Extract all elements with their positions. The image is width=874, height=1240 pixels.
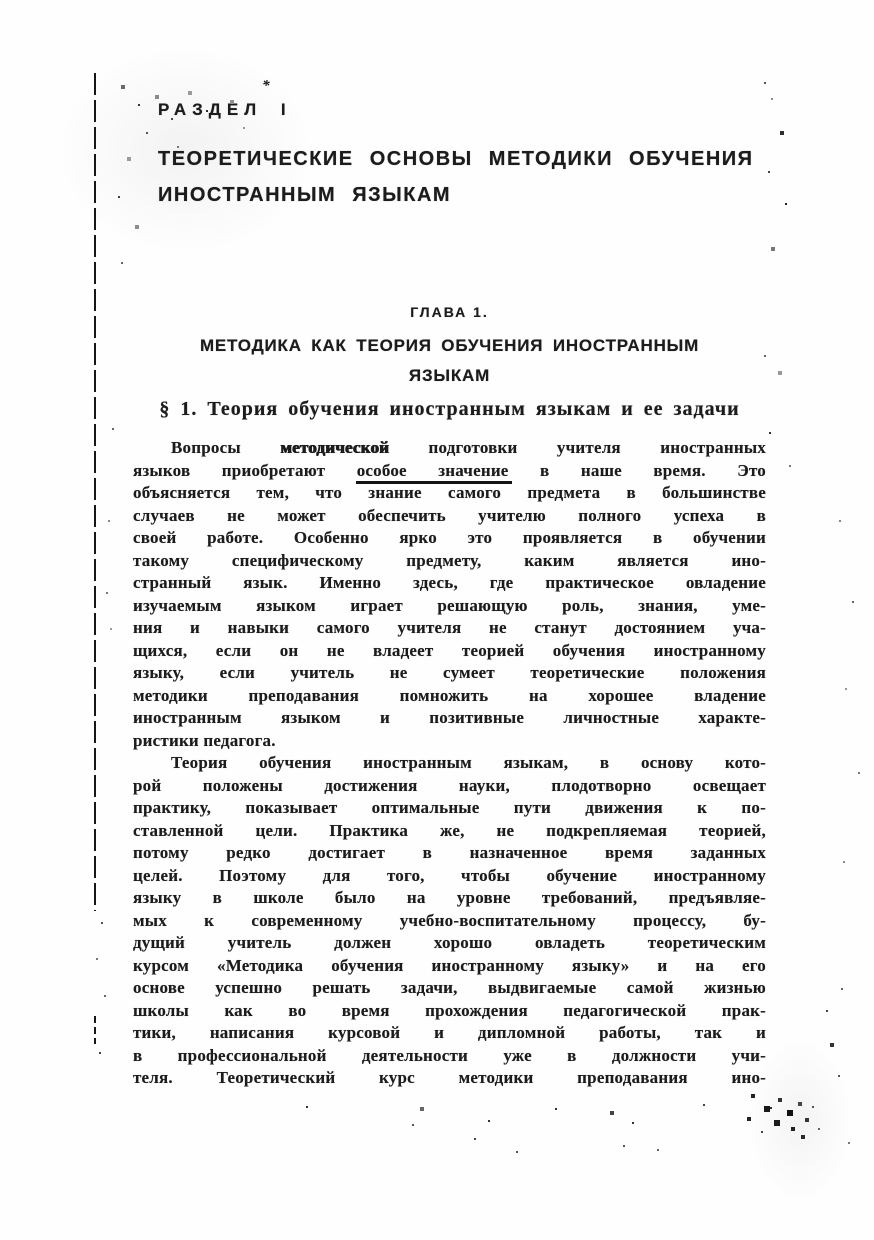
paragraph-heading: § 1. Теория обучения иностранным языкам и ее задачи	[159, 398, 740, 420]
text-line: языку, если учитель не сумеет теоретические положения	[133, 663, 766, 682]
text-line: ристики педагога.	[133, 730, 276, 750]
scan-noise-bottom-right	[0, 0, 2, 2]
text-line: языку в школе было на уровне требований, предъявляе-	[133, 888, 766, 907]
scan-stray-mark: *	[260, 77, 272, 95]
text-line: случаев не может обеспечить учителю полного успеха в	[133, 505, 766, 525]
paragraph	[133, 437, 766, 752]
text-line: ставленной цели. Практика же, не подкрепляемая теорией,	[133, 820, 766, 840]
text-line: потому редко достигает в назначенное время заданных	[133, 843, 766, 862]
left-margin-rule-lower	[94, 1016, 96, 1044]
text-line: в профессиональной деятельности уже в должности учи-	[133, 1045, 766, 1065]
text-line: дущий учитель должен хорошо овладеть теоретическим	[133, 933, 766, 952]
text-line: Теория обучения иностранным языкам, в основу кото-	[171, 753, 766, 772]
text-line: своей работе. Особенно ярко это проявляется в обучении	[133, 528, 766, 547]
text-line: объясняется тем, что знание самого предмета в большинстве	[133, 483, 766, 502]
mark-underline: особое значение	[356, 461, 512, 484]
mark-bold: методической	[280, 438, 390, 457]
text-line: школы как во время прохождения педагогической прак-	[133, 1000, 766, 1020]
text-line: Вопросы методической подготовки учителя иностранных	[171, 438, 766, 457]
text-line: практику, показывает оптимальные пути движения к по-	[133, 798, 766, 817]
chapter-title-line-1: МЕТОДИКА КАК ТЕОРИЯ ОБУЧЕНИЯ ИНОСТРАННЫМ	[199, 336, 700, 355]
body-text	[133, 437, 766, 1090]
text-line: странный язык. Именно здесь, где практическое овладение	[133, 573, 766, 592]
text-line: теля. Теоретический курс методики преподавания ино-	[133, 1068, 766, 1087]
text-line: курсом «Методика обучения иностранному языку» и на его	[133, 955, 766, 975]
text-line: такому специфическому предмету, каким является ино-	[133, 550, 766, 570]
section-title-line-1: ТЕОРЕТИЧЕСКИЕ ОСНОВЫ МЕТОДИКИ ОБУЧЕНИЯ	[158, 148, 754, 170]
text-line: основе успешно решать задачи, выдвигаемые самой жизнью	[133, 978, 766, 997]
text-line: рой положены достижения науки, плодотворно освещает	[133, 775, 766, 795]
paragraph	[133, 752, 766, 1090]
text-line: методики преподавания помножить на хорошее владение	[133, 685, 766, 705]
chapter-label: ГЛАВА 1.	[410, 304, 489, 320]
chapter-title	[133, 331, 766, 391]
chapter-title-line-2: ЯЗЫКАМ	[408, 366, 491, 385]
section-label: РАЗДЕЛ I	[158, 100, 292, 119]
section-title-line-2: ИНОСТРАННЫМ ЯЗЫКАМ	[158, 184, 452, 206]
text-line: иностранным языком и позитивные личностные характе-	[133, 708, 766, 727]
text-line: ния и навыки самого учителя не станут достоянием уча-	[133, 618, 766, 637]
text-line: тики, написания курсовой и дипломной работы, так и	[133, 1023, 766, 1042]
text-line: мых к современному учебно-воспитательному процессу, бу-	[133, 910, 766, 930]
text-line: языков приобретают особое значение в наше время. Это	[133, 460, 766, 483]
text-line: целей. Поэтому для того, чтобы обучение иностранному	[133, 865, 766, 885]
text-line: щихся, если он не владеет теорией обучения иностранному	[133, 640, 766, 660]
text-line: изучаемым языком играет решающую роль, знания, уме-	[133, 595, 766, 615]
left-margin-rule	[94, 73, 96, 911]
section-title	[158, 141, 778, 213]
